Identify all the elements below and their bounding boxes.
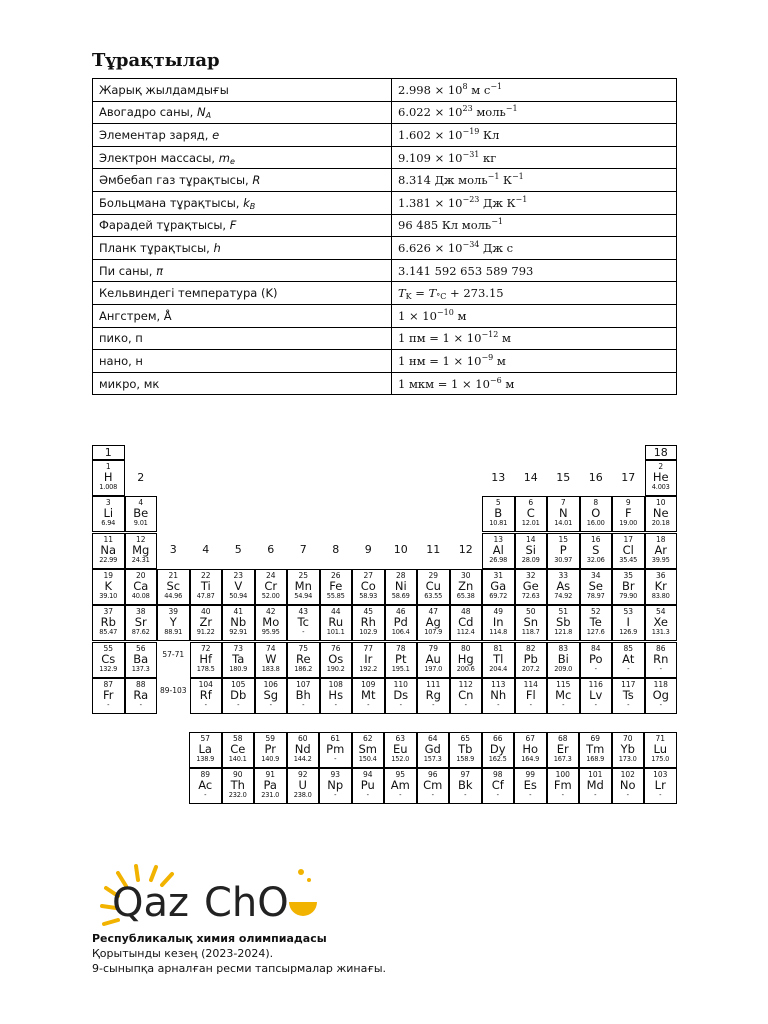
constant-row [93, 146, 677, 169]
group-label-5: 5 [234, 543, 242, 556]
element-fm: 100 Fm - [547, 768, 580, 804]
element-bh: 107 Bh - [287, 678, 320, 714]
element-ne: 10 Ne 20.18 [645, 496, 678, 532]
constant-value: $6.626 \times 10^{-34}$ Дж с [392, 237, 677, 260]
constant-value: $6.022 \times 10^{23}$ моль$^{-1}$ [392, 101, 677, 124]
constant-row [93, 237, 677, 260]
element-k: 19 K 39.10 [92, 569, 125, 605]
element-og: 118 Og - [645, 678, 678, 714]
footer-line-2: Қорытынды кезең (2023-2024). [92, 947, 274, 960]
element-ar: 18 Ar 39.95 [645, 533, 678, 569]
constant-name: микро, мк [93, 372, 392, 395]
page-title: Тұрақтылар [92, 50, 220, 71]
element-kr: 36 Kr 83.80 [645, 569, 678, 605]
element-v: 23 V 50.94 [222, 569, 255, 605]
element-pt: 78 Pt 195.1 [385, 642, 418, 678]
group-label-11: 11 [426, 543, 441, 556]
element-ga: 31 Ga 69.72 [482, 569, 515, 605]
constant-name: Фарадей тұрақтысы, F [93, 214, 392, 237]
element-np: 93 Np - [319, 768, 352, 804]
element-al: 13 Al 26.98 [482, 533, 515, 569]
constant-row [93, 169, 677, 192]
element-f: 9 F 19.00 [612, 496, 645, 532]
element-mt: 109 Mt - [352, 678, 385, 714]
element-cf: 98 Cf - [482, 768, 515, 804]
element-fl: 114 Fl - [515, 678, 548, 714]
element-es: 99 Es - [514, 768, 547, 804]
element-gd: 64 Gd 157.3 [417, 732, 450, 768]
logo-text: Qaz [112, 880, 189, 926]
element-cl: 17 Cl 35.45 [612, 533, 645, 569]
group-label-10: 10 [393, 543, 408, 556]
element-cd: 48 Cd 112.4 [450, 605, 483, 641]
element-ho: 67 Ho 164.9 [514, 732, 547, 768]
element-cu: 29 Cu 63.55 [417, 569, 450, 605]
element-nb: 41 Nb 92.91 [222, 605, 255, 641]
constant-value: $1.602 \times 10^{-19}$ Кл [392, 124, 677, 147]
element-br: 35 Br 79.90 [612, 569, 645, 605]
element-ts: 117 Ts - [612, 678, 645, 714]
element-hs: 108 Hs - [320, 678, 353, 714]
constant-row [93, 124, 677, 147]
element-re: 75 Re 186.2 [287, 642, 320, 678]
element-rb: 37 Rb 85.47 [92, 605, 125, 641]
element-at: 85 At - [612, 642, 645, 678]
element-ba: 56 Ba 137.3 [125, 642, 158, 678]
constant-value: $9.109 \times 10^{-31}$ кг [392, 146, 677, 169]
element-fe: 26 Fe 55.85 [320, 569, 353, 605]
element-be: 4 Be 9.01 [125, 496, 158, 532]
element-tl: 81 Tl 204.4 [482, 642, 515, 678]
constant-name: Авогадро саны, $N_A$ [93, 101, 392, 124]
constant-name: Электрон массасы, $m_e$ [93, 146, 392, 169]
footer-line-1: Республикалық химия олимпиадасы [92, 932, 327, 945]
element-la: 57 La 138.9 [189, 732, 222, 768]
group-label-1: 1 [92, 445, 125, 460]
element-cs: 55 Cs 132.9 [92, 642, 125, 678]
element-ag: 47 Ag 107.9 [417, 605, 450, 641]
element-rn: 86 Rn - [645, 642, 678, 678]
element-rg: 111 Rg - [417, 678, 450, 714]
constant-value: 1 нм = $1 \times 10^{-9}$ м [392, 350, 677, 373]
element-lr: 103 Lr - [644, 768, 677, 804]
element-h: 1 H 1.008 [92, 460, 125, 496]
constant-row [93, 372, 677, 395]
element-li: 3 Li 6.94 [92, 496, 125, 532]
element-ti: 22 Ti 47.87 [190, 569, 223, 605]
element-ra: 88 Ra - [125, 678, 158, 714]
element-ir: 77 Ir 192.2 [352, 642, 385, 678]
element-sb: 51 Sb 121.8 [547, 605, 580, 641]
element-in: 49 In 114.8 [482, 605, 515, 641]
element-eu: 63 Eu 152.0 [384, 732, 417, 768]
constant-value: 8.314 Дж моль$^{-1}$ $К^{-1}$ [392, 169, 677, 192]
element-mo: 42 Mo 95.95 [255, 605, 288, 641]
element-p: 15 P 30.97 [547, 533, 580, 569]
constant-row [93, 79, 677, 102]
element-tm: 69 Tm 168.9 [579, 732, 612, 768]
constant-name: Планк тұрақтысы, h [93, 237, 392, 260]
element-pb: 82 Pb 207.2 [515, 642, 548, 678]
element-nh: 113 Nh - [482, 678, 515, 714]
element-lu: 71 Lu 175.0 [644, 732, 677, 768]
element-bk: 97 Bk - [449, 768, 482, 804]
element-ge: 32 Ge 72.63 [515, 569, 548, 605]
element-n: 7 N 14.01 [547, 496, 580, 532]
element-si: 14 Si 28.09 [515, 533, 548, 569]
constant-row [93, 214, 677, 237]
group-label-6: 6 [267, 543, 275, 556]
element-te: 52 Te 127.6 [580, 605, 613, 641]
group-label-16: 16 [588, 471, 603, 484]
element-rf: 104 Rf - [190, 678, 223, 714]
group-label-7: 7 [299, 543, 307, 556]
element-rh: 45 Rh 102.9 [352, 605, 385, 641]
element-cr: 24 Cr 52.00 [255, 569, 288, 605]
group-label-12: 12 [458, 543, 473, 556]
footer-line-3: 9-сыныпқа арналған ресми тапсырмалар жинағы. [92, 962, 387, 975]
element-sn: 50 Sn 118.7 [515, 605, 548, 641]
element-yb: 70 Yb 173.0 [612, 732, 645, 768]
element-na: 11 Na 22.99 [92, 533, 125, 569]
element-sr: 38 Sr 87.62 [125, 605, 158, 641]
logo-text-2: ChO [204, 880, 289, 926]
group-label-9: 9 [364, 543, 372, 556]
element-xe: 54 Xe 131.3 [645, 605, 678, 641]
element-ac: 89 Ac - [189, 768, 222, 804]
element-lv: 116 Lv - [580, 678, 613, 714]
element-pd: 46 Pd 106.4 [385, 605, 418, 641]
element-ru: 44 Ru 101.1 [320, 605, 353, 641]
constant-name: Пи саны, π [93, 259, 392, 282]
group-label-4: 4 [202, 543, 210, 556]
constant-row [93, 282, 677, 305]
element-am: 95 Am - [384, 768, 417, 804]
element-pm: 61 Pm - [319, 732, 352, 768]
element-ca: 20 Ca 40.08 [125, 569, 158, 605]
element-as: 33 As 74.92 [547, 569, 580, 605]
element-se: 34 Se 78.97 [580, 569, 613, 605]
element-w: 74 W 183.8 [255, 642, 288, 678]
constant-row [93, 350, 677, 373]
element-po: 84 Po - [580, 642, 613, 678]
element-pu: 94 Pu - [352, 768, 385, 804]
constant-row [93, 304, 677, 327]
element-c: 6 C 12.01 [515, 496, 548, 532]
constant-name: Жарық жылдамдығы [93, 79, 392, 102]
element-s: 16 S 32.06 [580, 533, 613, 569]
group-label-15: 15 [556, 471, 571, 484]
element-th: 90 Th 232.0 [222, 768, 255, 804]
element-no: 102 No - [612, 768, 645, 804]
constant-value: $2.998 \times 10^8$ м $с^{-1}$ [392, 79, 677, 102]
constant-value: $T_K = T_{^\circ C} + 273.15$ [392, 282, 677, 305]
element-mn: 25 Mn 54.94 [287, 569, 320, 605]
group-label-13: 13 [491, 471, 506, 484]
element-pr: 59 Pr 140.9 [254, 732, 287, 768]
element-co: 27 Co 58.93 [352, 569, 385, 605]
constant-row [93, 259, 677, 282]
element-hg: 80 Hg 200.6 [450, 642, 483, 678]
element-mc: 115 Mc - [547, 678, 580, 714]
element-sc: 21 Sc 44.96 [157, 569, 190, 605]
group-label-17: 17 [621, 471, 636, 484]
series-range-label: 89-103 [159, 685, 187, 695]
element-md: 101 Md - [579, 768, 612, 804]
element-y: 39 Y 88.91 [157, 605, 190, 641]
element-db: 105 Db - [222, 678, 255, 714]
group-label-14: 14 [523, 471, 538, 484]
constant-row [93, 191, 677, 214]
element-os: 76 Os 190.2 [320, 642, 353, 678]
constant-value: $1.381 \times 10^{-23}$ Дж $К^{-1}$ [392, 191, 677, 214]
element-pa: 91 Pa 231.0 [254, 768, 287, 804]
constant-value: $1 \times 10^{-10}$ м [392, 304, 677, 327]
constant-value: 1 пм = $1 \times 10^{-12}$ м [392, 327, 677, 350]
element-u: 92 U 238.0 [287, 768, 320, 804]
element-zn: 30 Zn 65.38 [450, 569, 483, 605]
element-cm: 96 Cm - [417, 768, 450, 804]
constant-value: 1 мкм = $1 \times 10^{-6}$ м [392, 372, 677, 395]
constant-name: Больцмана тұрақтысы, $k_B$ [93, 191, 392, 214]
element-o: 8 O 16.00 [580, 496, 613, 532]
constant-row [93, 327, 677, 350]
element-fr: 87 Fr - [92, 678, 125, 714]
group-label-18: 18 [645, 445, 678, 460]
constant-value: 3.141 592 653 589 793 [392, 259, 677, 282]
element-he: 2 He 4.003 [645, 460, 678, 496]
constant-name: Элементар заряд, e [93, 124, 392, 147]
element-mg: 12 Mg 24.31 [125, 533, 158, 569]
group-label-8: 8 [332, 543, 340, 556]
constant-name: пико, п [93, 327, 392, 350]
element-sm: 62 Sm 150.4 [352, 732, 385, 768]
element-er: 68 Er 167.3 [547, 732, 580, 768]
element-sg: 106 Sg - [255, 678, 288, 714]
qazcho-logo [96, 858, 326, 938]
element-ta: 73 Ta 180.9 [222, 642, 255, 678]
constant-name: нано, н [93, 350, 392, 373]
element-nd: 60 Nd 144.2 [287, 732, 320, 768]
group-label-2: 2 [137, 471, 145, 484]
element-tc: 43 Tc - [287, 605, 320, 641]
element-ni: 28 Ni 58.69 [385, 569, 418, 605]
constant-row [93, 101, 677, 124]
element-hf: 72 Hf 178.5 [190, 642, 223, 678]
element-ds: 110 Ds - [385, 678, 418, 714]
element-tb: 65 Tb 158.9 [449, 732, 482, 768]
element-cn: 112 Cn - [450, 678, 483, 714]
constant-name: Ангстрем, Å [93, 304, 392, 327]
element-b: 5 B 10.81 [482, 496, 515, 532]
constants-table [92, 78, 677, 395]
element-au: 79 Au 197.0 [417, 642, 450, 678]
constant-value: 96 485 Кл моль$^{-1}$ [392, 214, 677, 237]
constant-name: Кельвиндегі температура (K) [93, 282, 392, 305]
element-ce: 58 Ce 140.1 [222, 732, 255, 768]
element-dy: 66 Dy 162.5 [482, 732, 515, 768]
group-label-3: 3 [169, 543, 177, 556]
element-bi: 83 Bi 209.0 [547, 642, 580, 678]
series-range-label: 57-71 [162, 649, 185, 659]
constant-name: Әмбебап газ тұрақтысы, R [93, 169, 392, 192]
element-i: 53 I 126.9 [612, 605, 645, 641]
element-zr: 40 Zr 91.22 [190, 605, 223, 641]
